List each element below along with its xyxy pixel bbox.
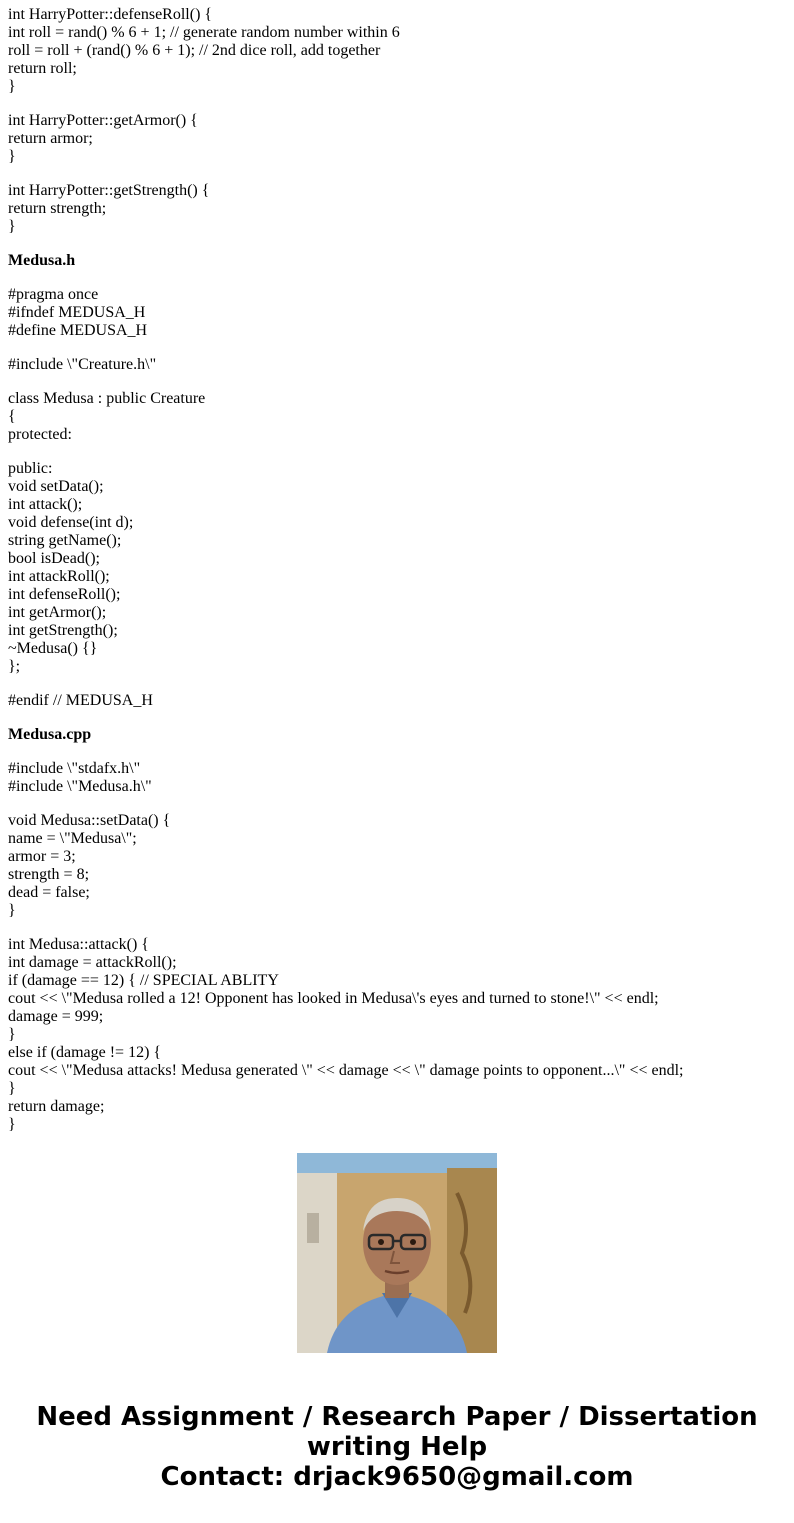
code-line: roll = roll + (rand() % 6 + 1); // 2nd dice roll, add together xyxy=(8,42,381,59)
code-line: dead = false; xyxy=(8,884,90,901)
code-line: int Medusa::attack() { xyxy=(8,936,149,953)
code-line: void setData(); xyxy=(8,478,104,495)
code-line: int HarryPotter::getArmor() { xyxy=(8,112,198,129)
code-line: } xyxy=(8,902,16,919)
blank-line xyxy=(8,444,788,460)
code-line: int attackRoll(); xyxy=(8,568,110,585)
code-line: int defenseRoll(); xyxy=(8,586,121,603)
avatar xyxy=(297,1153,497,1353)
file-heading: Medusa.cpp xyxy=(8,726,92,743)
code-line: name = \"Medusa\"; xyxy=(8,830,137,847)
code-line: ~Medusa() {} xyxy=(8,640,98,657)
blank-line xyxy=(8,744,788,760)
code-line: #endif // MEDUSA_H xyxy=(8,692,153,709)
code-line: #define MEDUSA_H xyxy=(8,322,148,339)
code-line: cout << \"Medusa attacks! Medusa generated \" << damage << \" damage points to opponent...\" << endl; xyxy=(8,1062,684,1079)
code-line: int getArmor(); xyxy=(8,604,107,621)
code-line: } xyxy=(8,1026,16,1043)
code-line: return armor; xyxy=(8,130,93,147)
blank-line xyxy=(8,96,788,112)
file-heading: Medusa.h xyxy=(8,252,76,269)
code-line: bool isDead(); xyxy=(8,550,100,567)
code-line: int HarryPotter::defenseRoll() { xyxy=(8,6,213,23)
blank-line xyxy=(8,710,788,726)
code-line: return damage; xyxy=(8,1098,105,1115)
code-line: if (damage == 12) { // SPECIAL ABLITY xyxy=(8,972,279,989)
code-line: { xyxy=(8,408,16,425)
code-line: return roll; xyxy=(8,60,77,77)
code-line: #include \"Creature.h\" xyxy=(8,356,157,373)
code-line: } xyxy=(8,78,16,95)
code-line: } xyxy=(8,148,16,165)
footer-line-1: Need Assignment / Research Paper / Dissertation xyxy=(36,1402,758,1432)
code-line: return strength; xyxy=(8,200,107,217)
code-line: public: xyxy=(8,460,53,477)
avatar-photo xyxy=(297,1153,497,1353)
code-line: }; xyxy=(8,658,21,675)
code-line: void Medusa::setData() { xyxy=(8,812,171,829)
blank-line xyxy=(8,676,788,692)
code-line: armor = 3; xyxy=(8,848,76,865)
blank-line xyxy=(8,920,788,936)
code-line: int attack(); xyxy=(8,496,83,513)
code-line: #include \"stdafx.h\" xyxy=(8,760,141,777)
blank-line xyxy=(8,236,788,252)
blank-line xyxy=(8,270,788,286)
code-line: string getName(); xyxy=(8,532,122,549)
code-line: #pragma once xyxy=(8,286,99,303)
code-line: cout << \"Medusa rolled a 12! Opponent has looked in Medusa\'s eyes and turned to stone!\" << endl; xyxy=(8,990,659,1007)
code-line: int roll = rand() % 6 + 1; // generate random number within 6 xyxy=(8,24,400,41)
code-line: #ifndef MEDUSA_H xyxy=(8,304,146,321)
code-line: int HarryPotter::getStrength() { xyxy=(8,182,210,199)
code-line: damage = 999; xyxy=(8,1008,104,1025)
code-line: #include \"Medusa.h\" xyxy=(8,778,152,795)
code-line: int getStrength(); xyxy=(8,622,118,639)
code-line: } xyxy=(8,1116,16,1133)
code-line: } xyxy=(8,1080,16,1097)
footer-banner xyxy=(0,1402,794,1492)
code-line: void defense(int d); xyxy=(8,514,134,531)
blank-line xyxy=(8,340,788,356)
code-line: int damage = attackRoll(); xyxy=(8,954,177,971)
code-listing xyxy=(8,6,788,1133)
code-line: class Medusa : public Creature xyxy=(8,390,206,407)
blank-line xyxy=(8,374,788,390)
footer-line-2: writing Help xyxy=(306,1432,488,1462)
code-line: } xyxy=(8,218,16,235)
footer-line-3: Contact: drjack9650@gmail.com xyxy=(160,1462,634,1492)
code-line: strength = 8; xyxy=(8,866,90,883)
code-line: protected: xyxy=(8,426,72,443)
code-line: else if (damage != 12) { xyxy=(8,1044,162,1061)
blank-line xyxy=(8,796,788,812)
blank-line xyxy=(8,166,788,182)
